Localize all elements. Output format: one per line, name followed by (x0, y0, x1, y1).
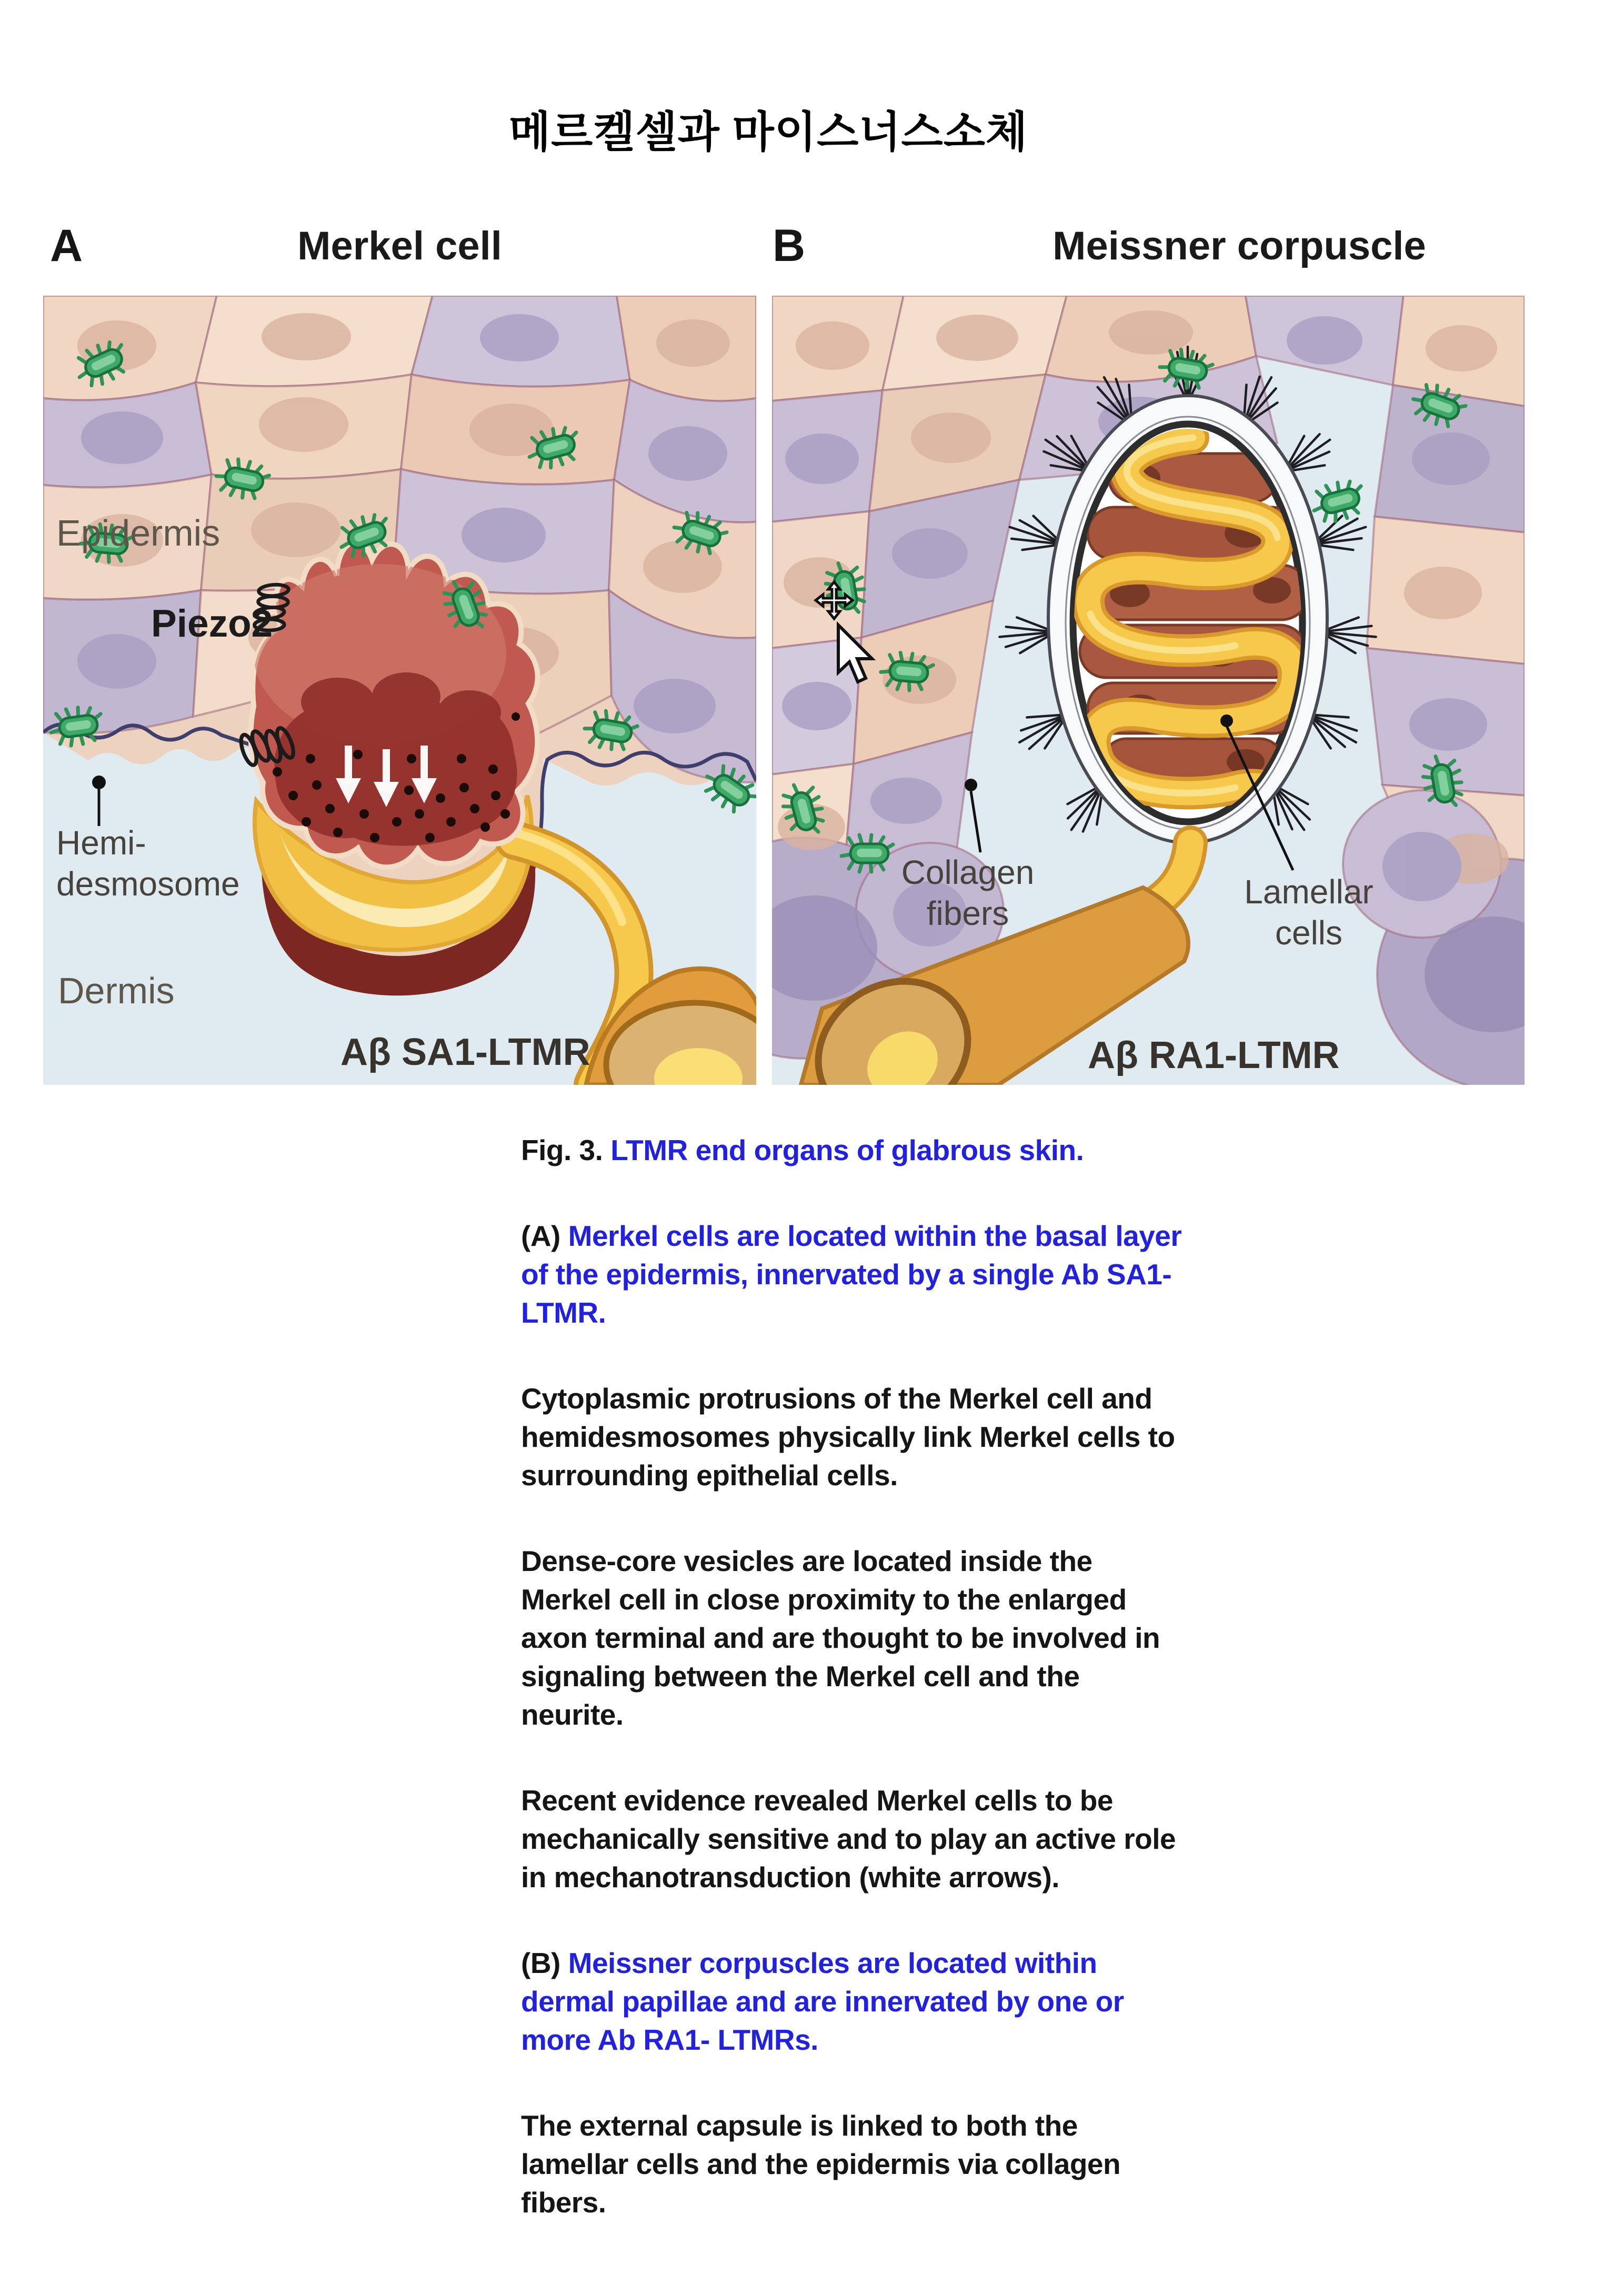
hemidesmosome-label-line2: desmosome (56, 865, 240, 903)
caption-paragraph: (B) Meissner corpuscles are located within dermal papillae and are innervated by one or more Ab RA1- LTMRs. (521, 1947, 1124, 2056)
caption-fig-title: LTMR end organs of glabrous skin. (610, 1134, 1084, 1166)
collagen-leader-dot (965, 779, 977, 791)
panel-a-title: Merkel cell (297, 224, 502, 268)
meissner-corpuscle-illustration (772, 296, 1525, 1085)
caption-paragraph: Cytoplasmic protrusions of the Merkel cell and hemidesmosomes physically link Merkel cells to surrounding epithelial cells. (521, 1382, 1175, 1492)
figure-caption (521, 1131, 1189, 2269)
mechanotransduction-arrows (336, 746, 437, 807)
page-title: 메르켈셀과 마이스너스소체 (508, 108, 1028, 156)
caption-title-line (521, 1131, 1189, 1170)
panel-b-letter: B (773, 220, 806, 271)
dermis-label: Dermis (58, 970, 175, 1011)
caption-paragraph: (A) Merkel cells are located within the basal layer of the epidermis, innervated by a single Ab SA1-LTMR. (521, 1220, 1182, 1329)
collagen-label-line2: fibers (926, 894, 1009, 932)
collagen-label-line1: Collagen (901, 853, 1035, 891)
hemidesmosome-leader-dot (92, 776, 106, 789)
lamellar-leader-dot (1220, 714, 1233, 727)
lamellar-label-line2: cells (1275, 914, 1343, 952)
merkel-cell-illustration (43, 296, 756, 1085)
ra1-ltmr-label: Aβ RA1-LTMR (1088, 1034, 1340, 1076)
panel-b-title: Meissner corpuscle (1052, 224, 1426, 268)
epidermis-label: Epidermis (56, 512, 220, 553)
caption-paragraphs (521, 1217, 1189, 2222)
lamellar-label-line1: Lamellar (1244, 873, 1374, 911)
caption-paragraph: The external capsule is linked to both the lamellar cells and the epidermis via collagen fibers. (521, 2109, 1121, 2219)
hemidesmosome-label-line1: Hemi- (56, 824, 146, 862)
sa1-ltmr-label: Aβ SA1-LTMR (340, 1031, 590, 1073)
panel-a-letter: A (50, 220, 83, 271)
piezo2-label: Piezo2 (151, 602, 273, 645)
caption-paragraph: Dense-core vesicles are located inside the Merkel cell in close proximity to the enlarged axon terminal and are thought to be involved in signaling between the Merkel cell and the neurite. (521, 1545, 1160, 1731)
caption-paragraph: Recent evidence revealed Merkel cells to be mechanically sensitive and to play an active role in mechanotransduction (white arrows). (521, 1784, 1176, 1894)
caption-fig-label: Fig. 3. (521, 1134, 603, 1166)
